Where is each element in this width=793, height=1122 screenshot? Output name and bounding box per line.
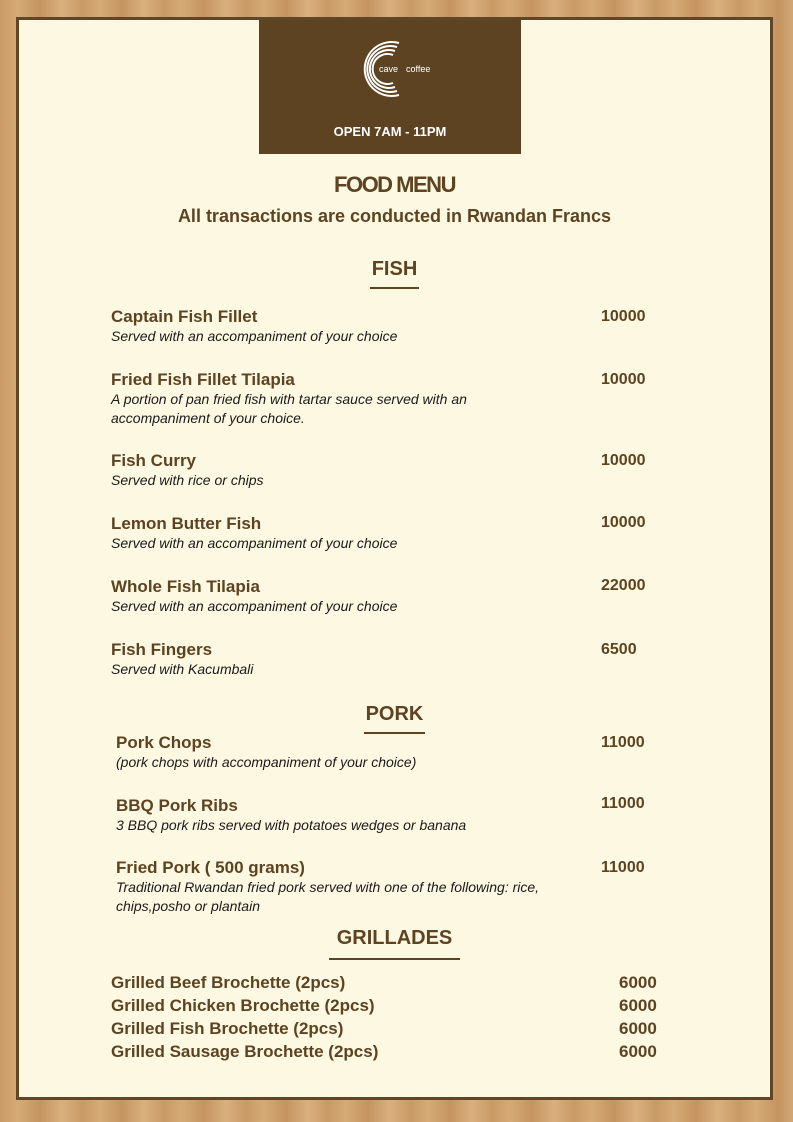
item-description: Served with Kacumbali (111, 661, 254, 677)
logo-text-cave: cave (379, 64, 399, 74)
section-heading-fish (19, 258, 770, 289)
cave-coffee-logo (337, 34, 457, 104)
grill-item-price: 6000 (619, 1042, 657, 1061)
grill-item-name: Grilled Fish Brochette (2pcs) (111, 1019, 344, 1038)
item-name: BBQ Pork Ribs (116, 796, 238, 815)
item-price: 11000 (601, 734, 645, 751)
item-description: Served with an accompaniment of your choice (111, 535, 398, 551)
section-heading-pork (19, 703, 770, 734)
menu-item (111, 640, 671, 679)
menu-page (16, 17, 773, 1100)
item-description: 3 BBQ pork ribs served with potatoes wedges or banana (116, 817, 467, 833)
menu-item (111, 514, 671, 553)
item-price: 6500 (601, 641, 637, 658)
logo-text-coffee: coffee (406, 64, 431, 74)
grill-item-price: 6000 (619, 1019, 657, 1038)
grill-item-name: Grilled Beef Brochette (2pcs) (111, 973, 346, 992)
brand-header (259, 20, 521, 154)
menu-item (116, 858, 676, 916)
item-description: (pork chops with accompaniment of your choice) (116, 754, 417, 770)
item-name: Lemon Butter Fish (111, 514, 262, 533)
page-title: FOOD MENU (334, 172, 455, 197)
section-label: PORK (364, 703, 426, 734)
item-description: A portion of pan fried fish with tartar sauce served with an accompaniment of your choice. (111, 391, 467, 426)
item-price: 22000 (601, 577, 646, 594)
item-name: Fish Curry (111, 451, 197, 470)
opening-hours: OPEN 7AM - 11PM (333, 124, 447, 139)
menu-item (111, 577, 671, 616)
item-name: Fried Pork ( 500 grams) (116, 858, 305, 877)
item-description: Served with rice or chips (111, 472, 264, 488)
section-heading-grillades (19, 927, 770, 960)
item-price: 10000 (601, 371, 646, 388)
item-description: Traditional Rwandan fried pork served with one of the following: rice, chips,posho or plantain (116, 879, 540, 914)
item-description: Served with an accompaniment of your choice (111, 328, 398, 344)
item-price: 11000 (601, 859, 645, 876)
item-name: Fish Fingers (111, 640, 213, 659)
item-name: Whole Fish Tilapia (111, 577, 260, 596)
menu-item (116, 796, 676, 835)
menu-item (111, 307, 671, 346)
grill-item-price: 6000 (619, 973, 657, 992)
item-name: Fried Fish Fillet Tilapia (111, 370, 295, 389)
item-name: Pork Chops (116, 733, 212, 752)
item-price: 10000 (601, 452, 646, 469)
item-price: 11000 (601, 795, 645, 812)
section-label: FISH (370, 258, 420, 289)
menu-item (111, 370, 671, 428)
grill-item-name: Grilled Chicken Brochette (2pcs) (111, 996, 375, 1015)
item-price: 10000 (601, 514, 646, 531)
item-price: 10000 (601, 308, 646, 325)
item-description: Served with an accompaniment of your choice (111, 598, 398, 614)
item-name: Captain Fish Fillet (111, 307, 258, 326)
section-label: GRILLADES (329, 927, 461, 960)
grill-item-name: Grilled Sausage Brochette (2pcs) (111, 1042, 379, 1061)
currency-note: All transactions are conducted in Rwandan Francs (177, 206, 612, 226)
grill-item-price: 6000 (619, 996, 657, 1015)
menu-item (111, 451, 671, 490)
menu-item (116, 733, 676, 772)
